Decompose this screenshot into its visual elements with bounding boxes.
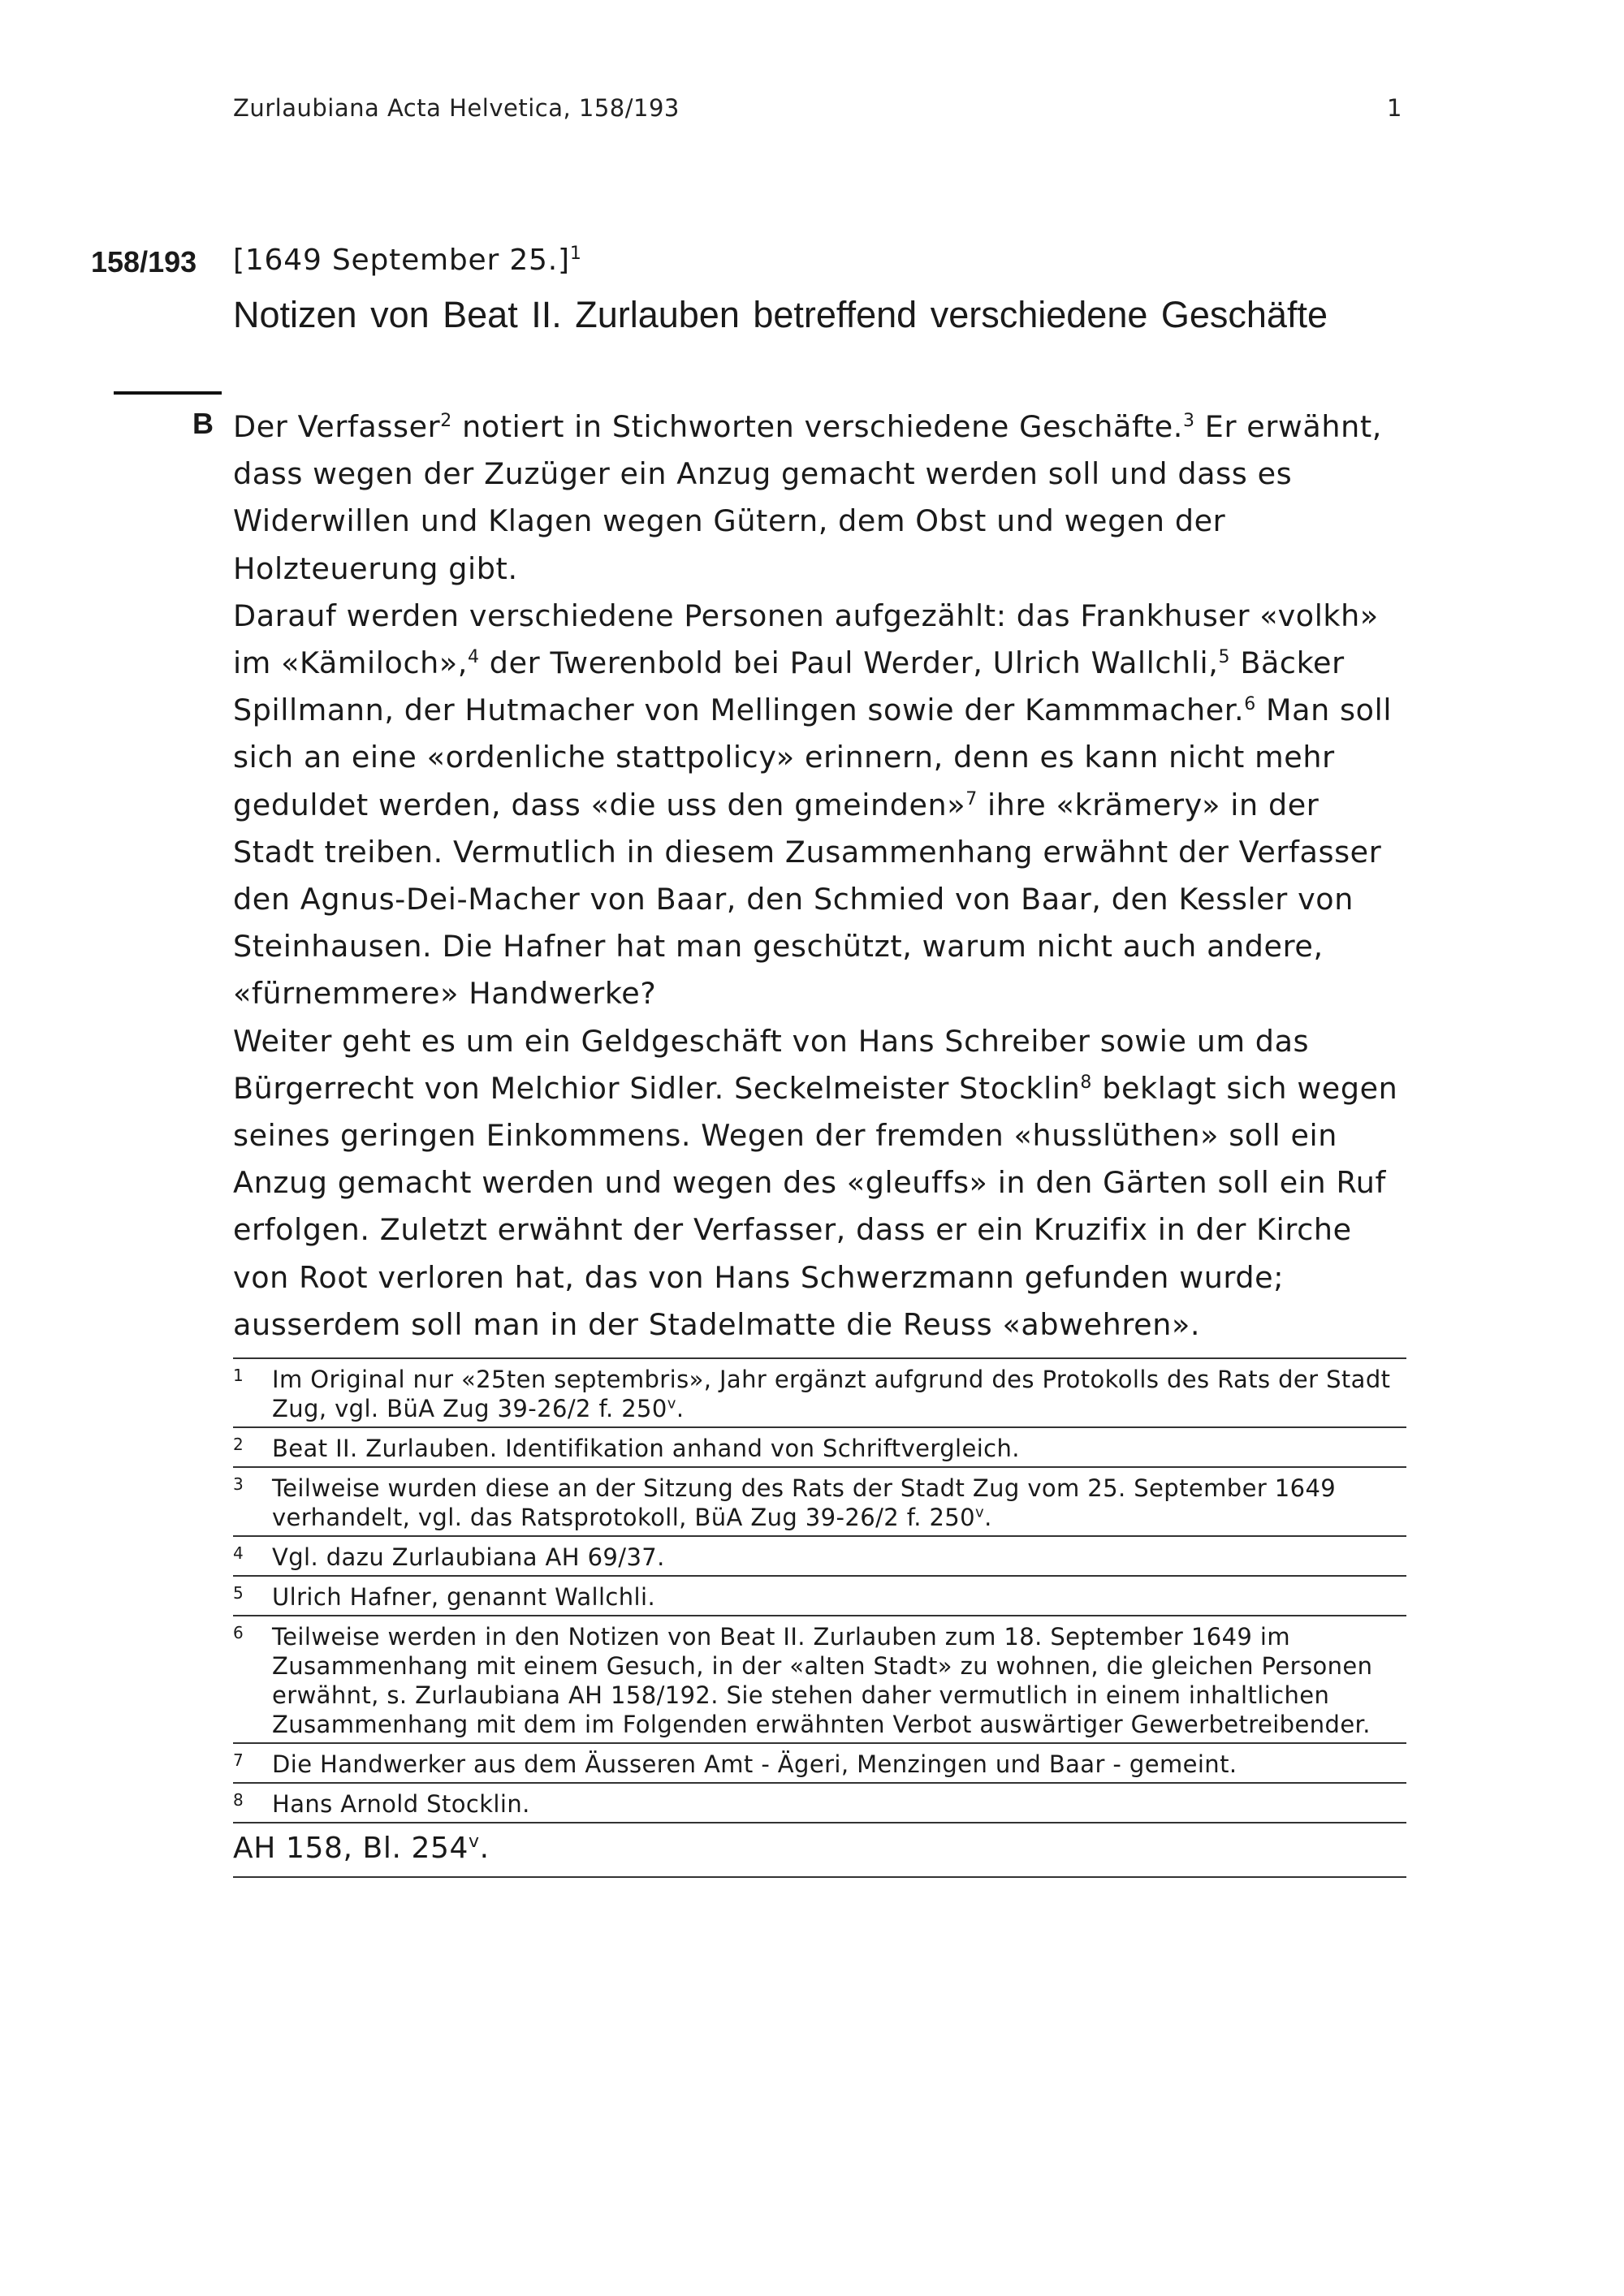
footnote-number: 8 <box>233 1790 244 1810</box>
document-date <box>233 244 582 277</box>
text-run: Der Verfasser <box>233 409 441 444</box>
running-title: Zurlaubiana Acta Helvetica, 158/193 <box>233 94 680 122</box>
source-text: AH 158, Bl. 254 <box>233 1832 469 1865</box>
footnote-ref-5[interactable]: 5 <box>1218 646 1231 667</box>
footnote-ref-4[interactable]: 4 <box>468 646 480 667</box>
footnote-3 <box>233 1466 1406 1535</box>
verso-mark: v <box>667 1395 676 1413</box>
text-run: Darauf werden verschiedene Personen aufgezählt: das Frankhuser «volkh» im «Kämiloch», <box>233 598 1379 681</box>
footnote-number: 7 <box>233 1750 244 1770</box>
section-marker: B <box>192 407 214 440</box>
document-title: Notizen von Beat II. Zurlauben betreffend verschiedene Geschäfte <box>233 294 1328 335</box>
document-number-main: 158 <box>91 245 140 278</box>
document-number-sub: /193 <box>140 245 197 278</box>
footnote-number: 1 <box>233 1366 244 1385</box>
paragraph-1 <box>233 404 1406 593</box>
footnote-text: Ulrich Hafner, genannt Wallchli. <box>272 1583 656 1611</box>
footnote-text: Beat II. Zurlauben. Identifikation anhand von Schriftvergleich. <box>272 1435 1020 1462</box>
footnote-text: Teilweise werden in den Notizen von Beat II. Zurlauben zum 18. September 1649 im Zusammenhang mit einem Gesuch, in der «alten Stadt» zu wohnen, die gleichen Personen erwähnt, s. Zurlaubiana AH 158/192. Sie stehen daher vermutlich in einem inhaltlichen Zusammenhang mit dem im Folgenden erwähnten Verbot auswärtiger Gewerbetreibender. <box>272 1623 1373 1738</box>
verso-mark: v <box>469 1832 480 1852</box>
text-run: Er erwähnt, dass wegen der Zuzüger ein Anzug gemacht werden soll und dass es Widerwillen und Klagen wegen Gütern, dem Obst und wegen der Holzteuerung gibt. <box>233 409 1382 586</box>
footnote-ref-6[interactable]: 6 <box>1244 694 1256 715</box>
footnote-ref-2[interactable]: 2 <box>440 410 452 431</box>
page-number: 1 <box>1387 94 1402 122</box>
paragraph-3 <box>233 1018 1406 1349</box>
footnote-number: 4 <box>233 1543 244 1563</box>
footnotes <box>233 1357 1406 1878</box>
footnote-text-run: . <box>984 1504 992 1531</box>
footnote-ref-7[interactable]: 7 <box>965 788 978 809</box>
text-run: beklagt sich wegen seines geringen Einkommens. Wegen der fremden «husslüthen» soll ein Anzug gemacht werden und wegen des «gleuffs» in den Gärten soll ein Ruf erfolgen. Zuletzt erwähnt der Verfasser, dass er ein Kruzifix in der Kirche von Root verloren hat, das von Hans Schwerzmann gefunden wurde; ausserdem soll man in der Stadelmatte die Reuss «abwehren». <box>233 1070 1398 1342</box>
footnote-text-run: Teilweise wurden diese an der Sitzung des Rats der Stadt Zug vom 25. September 1649 verhandelt, vgl. das Ratsprotokoll, BüA Zug 39-26/2 f. 250 <box>272 1474 1337 1531</box>
footnote-text: Die Handwerker aus dem Äusseren Amt - Ägeri, Menzingen und Baar - gemeint. <box>272 1750 1237 1778</box>
footnote-5 <box>233 1575 1406 1615</box>
text-run: Weiter geht es um ein Geldgeschäft von Hans Schreiber sowie um das Bürgerrecht von Melchior Sidler. Seckelmeister Stocklin <box>233 1023 1310 1106</box>
footnote-text: Vgl. dazu Zurlaubiana AH 69/37. <box>272 1543 665 1571</box>
footnote-number: 3 <box>233 1474 244 1494</box>
text-run: Bäcker Spillmann, der Hutmacher von Mellingen sowie der Kammmacher. <box>233 645 1345 728</box>
running-head <box>233 94 1402 122</box>
document-date-text: [1649 September 25.] <box>233 244 570 277</box>
source-reference <box>233 1822 1406 1878</box>
footnote-ref-3[interactable]: 3 <box>1182 410 1195 431</box>
footnote-text-run: . <box>676 1395 685 1422</box>
verso-mark: v <box>975 1504 985 1521</box>
text-run: notiert in Stichworten verschiedene Geschäfte. <box>451 409 1183 444</box>
footnote-text: Hans Arnold Stocklin. <box>272 1790 530 1818</box>
footnote-text-run: Im Original nur «25ten septembris», Jahr ergänzt aufgrund des Protokolls des Rats der Stadt Zug, vgl. BüA Zug 39-26/2 f. 250 <box>272 1366 1391 1422</box>
footnote-7 <box>233 1742 1406 1782</box>
footnote-6 <box>233 1615 1406 1742</box>
footnote-text <box>272 1365 1406 1423</box>
footnote-number: 2 <box>233 1435 244 1454</box>
footnote-1 <box>233 1357 1406 1426</box>
section-rule <box>114 391 222 395</box>
footnote-ref-8[interactable]: 8 <box>1080 1072 1092 1093</box>
footnote-number: 5 <box>233 1583 244 1603</box>
text-run: Man soll sich an eine «ordenliche stattpolicy» erinnern, denn es kann nicht mehr geduldet werden, dass «die uss den gmeinden» <box>233 693 1393 822</box>
text-run: ihre «krämery» in der Stadt treiben. Vermutlich in diesem Zusammenhang erwähnt der Verfasser den Agnus-Dei-Macher von Baar, den Schmied von Baar, den Kessler von Steinhausen. Die Hafner hat man geschützt, warum nicht auch andere, «fürnemmere» Handwerke? <box>233 787 1382 1012</box>
footnote-8 <box>233 1782 1406 1822</box>
footnote-number: 6 <box>233 1623 244 1642</box>
source-text-end: . <box>479 1832 490 1865</box>
document-number <box>91 245 197 279</box>
body-text <box>233 404 1406 1349</box>
footnote-4 <box>233 1535 1406 1575</box>
footnote-2 <box>233 1426 1406 1466</box>
footnote-ref-1[interactable]: 1 <box>569 244 582 264</box>
footnote-text <box>272 1474 1406 1532</box>
paragraph-2 <box>233 593 1406 1018</box>
text-run: der Twerenbold bei Paul Werder, Ulrich Wallchli, <box>479 645 1219 681</box>
